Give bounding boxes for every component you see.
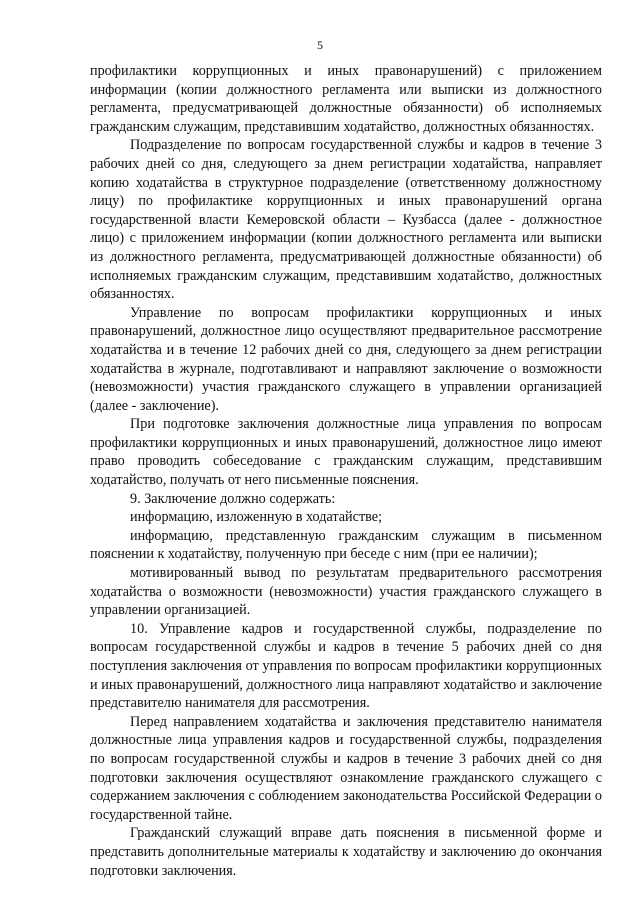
paragraph-2: Подразделение по вопросам государственной службы и кадров в течение 3 рабочих дней со дня, следующего за днем регистрации ходатайства, направляет копию ходатайства в структурное подразделение (ответственному должностному лицу) по профилактике коррупционных и иных правонарушений органа государственной власти Кемеровской области – Кузбасса (далее - должностное лицо) с приложением информации (копии должностного регламента или выписки из должностного регламента, предусматривающей должностные обязанности) об исполняемых гражданским служащим, представившим ходатайство, должностных обязанностях. [90, 137, 602, 303]
paragraph-7: информацию, представленную гражданским служащим в письменном пояснении к ходатайству, полученную при беседе с ним (при ее наличии); [90, 527, 602, 563]
paragraph-11: Гражданский служащий вправе дать пояснения в письменной форме и представить дополнительные материалы к ходатайству и заключению до окончания подготовки заключения. [90, 825, 602, 879]
paragraph-8: мотивированный вывод по результатам предварительного рассмотрения ходатайства о возможности (невозможности) участия гражданского служащего в управлении организацией. [90, 565, 602, 619]
paragraph-3: Управление по вопросам профилактики коррупционных и иных правонарушений, должностное лицо осуществляют предварительное рассмотрение ходатайства и в течение 12 рабочих дней со дня, следующего за днем регистрации ходатайства в журнале, подготавливают и направляют заключение о возможности (невозможности) участия гражданского служащего в управлении организацией (далее - заключение). [90, 304, 602, 414]
paragraph-5: 9. Заключение должно содержать: [130, 490, 336, 507]
paragraph-6: информацию, изложенную в ходатайстве; [130, 509, 383, 526]
paragraph-9: 10. Управление кадров и государственной службы, подразделение по вопросам государственной службы и кадров в течение 5 рабочих дней со дня поступления заключения от управления по вопросам профилактики коррупционных и иных правонарушений, должностного лица направляют ходатайство и заключение представителю нанимателя для рассмотрения. [90, 620, 602, 712]
page-number: 5 [317, 38, 323, 52]
paragraph-10: Перед направлением ходатайства и заключения представителю нанимателя должностные лица управления кадров и государственной службы, подразделения по вопросам государственной службы и кадров в течение 3 рабочих дней со дня подготовки заключения осуществляют ознакомление гражданского служащего с содержанием заключения с соблюдением законодательства Российской Федерации о государственной тайне. [90, 713, 602, 823]
document-body [90, 62, 602, 880]
paragraph-4: При подготовке заключения должностные лица управления по вопросам профилактики коррупционных и иных правонарушений, должностное лицо имеют право проводить собеседование с гражданским служащим, представившим ходатайство, получать от него письменные пояснения. [90, 416, 602, 489]
paragraph-1: профилактики коррупционных и иных правонарушений) с приложением информации (копии должностного регламента или выписки из должностного регламента, предусматривающей должностные обязанности) об исполняемых гражданским служащим, представившим ходатайство, должностных обязанностях. [90, 63, 602, 135]
